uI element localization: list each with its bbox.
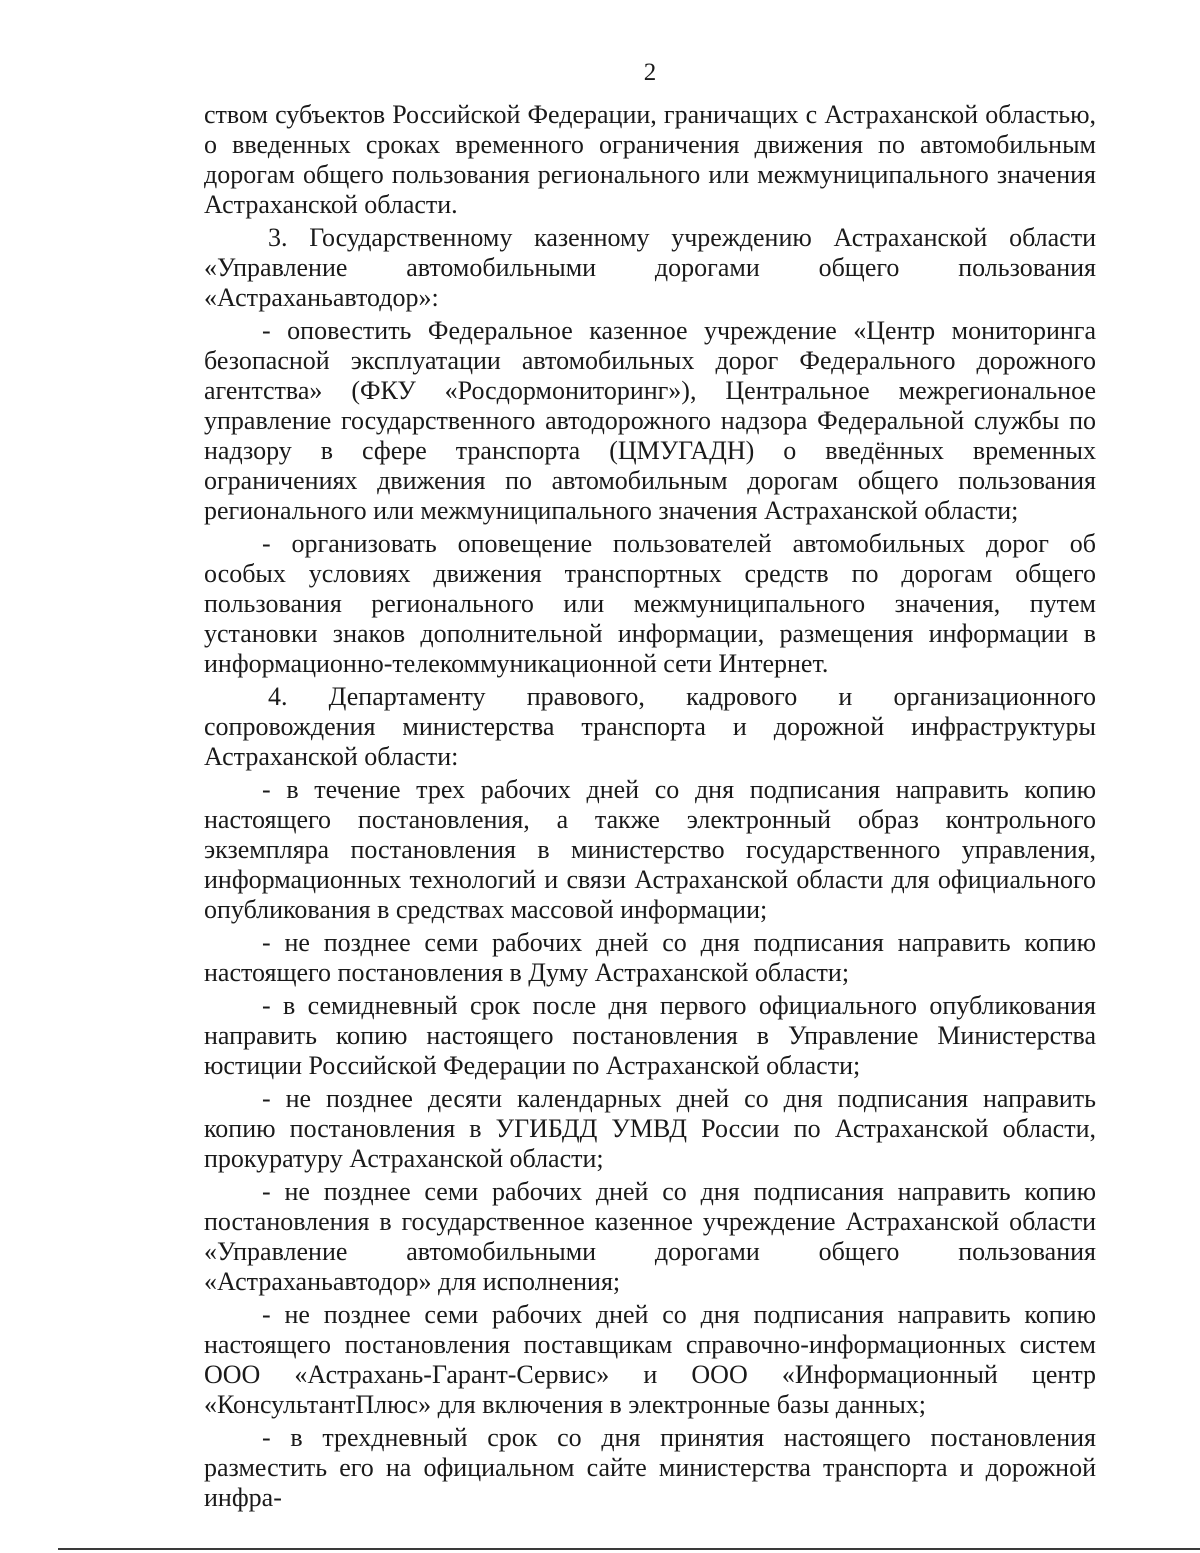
- document-body: [204, 100, 1096, 1513]
- paragraph-dash-duma: - не позднее семи рабочих дней со дня подписания направить копию настоящего постановления в Думу Астраханской области;: [204, 928, 1096, 987]
- paragraph-dash-traffic-police: - не позднее десяти календарных дней со дня подписания направить копию постановления в УГИБДД УМВД России по Астраханской области, прокуратуру Астраханской области;: [204, 1084, 1096, 1173]
- paragraph-dash-info-systems: - не позднее семи рабочих дней со дня подписания направить копию настоящего постановления поставщикам справочно-информационных систем ООО «Астрахань-Гарант-Сервис» и ООО «Информационный центр «КонсультантПлюс» для включения в электронные базы данных;: [204, 1300, 1096, 1419]
- paragraph-item-3: 3. Государственному казенному учреждению Астраханской области «Управление автомобильными дорогами общего пользования «Астраханьавтодор»:: [204, 223, 1096, 312]
- paragraph-dash-justice: - в семидневный срок после дня первого официального опубликования направить копию настоящего постановления в Управление Министерства юстиции Российской Федерации по Астраханской области;: [204, 991, 1096, 1080]
- paragraph-continuation: ством субъектов Российской Федерации, граничащих с Астраханской областью, о введенных сроках временного ограничения движения по автомобильным дорогам общего пользования регионального или межмуниципального значения Астраханской области.: [204, 100, 1096, 219]
- paragraph-dash-notify-federal: - оповестить Федеральное казенное учреждение «Центр мониторинга безопасной эксплуатации автомобильных дорог Федерального дорожного агентства» (ФКУ «Росдормониторинг»), Центральное межрегиональное управление государственного автодорожного надзора Федеральной службы по надзору в сфере транспорта (ЦМУГАДН) о введённых временных ограничениях движения по автомобильным дорогам общего пользования регионального или межмуниципального значения Астраханской области;: [204, 316, 1096, 525]
- paragraph-dash-website: - в трехдневный срок со дня принятия настоящего постановления разместить его на официальном сайте министерства транспорта и дорожной инфра-: [204, 1423, 1096, 1512]
- paragraph-dash-publication: - в течение трех рабочих дней со дня подписания направить копию настоящего постановления, а также электронный образ контрольного экземпляра постановления в министерство государственного управления, информационных технологий и связи Астраханской области для официального опубликования в средствах массовой информации;: [204, 775, 1096, 924]
- page-number: 2: [643, 59, 657, 86]
- paragraph-dash-notify-users: - организовать оповещение пользователей автомобильных дорог об особых условиях движения транспортных средств по дорогам общего пользования регионального или межмуниципального значения, путем установки знаков дополнительной информации, размещения информации в информационно-телекоммуникационной сети Интернет.: [204, 529, 1096, 678]
- scan-edge-line: [58, 1548, 1200, 1550]
- paragraph-item-4: 4. Департаменту правового, кадрового и организационного сопровождения министерства транспорта и дорожной инфраструктуры Астраханской области:: [204, 682, 1096, 771]
- paragraph-dash-road-agency: - не позднее семи рабочих дней со дня подписания направить копию постановления в государственное казенное учреждение Астраханской области «Управление автомобильными дорогами общего пользования «Астраханьавтодор» для исполнения;: [204, 1177, 1096, 1296]
